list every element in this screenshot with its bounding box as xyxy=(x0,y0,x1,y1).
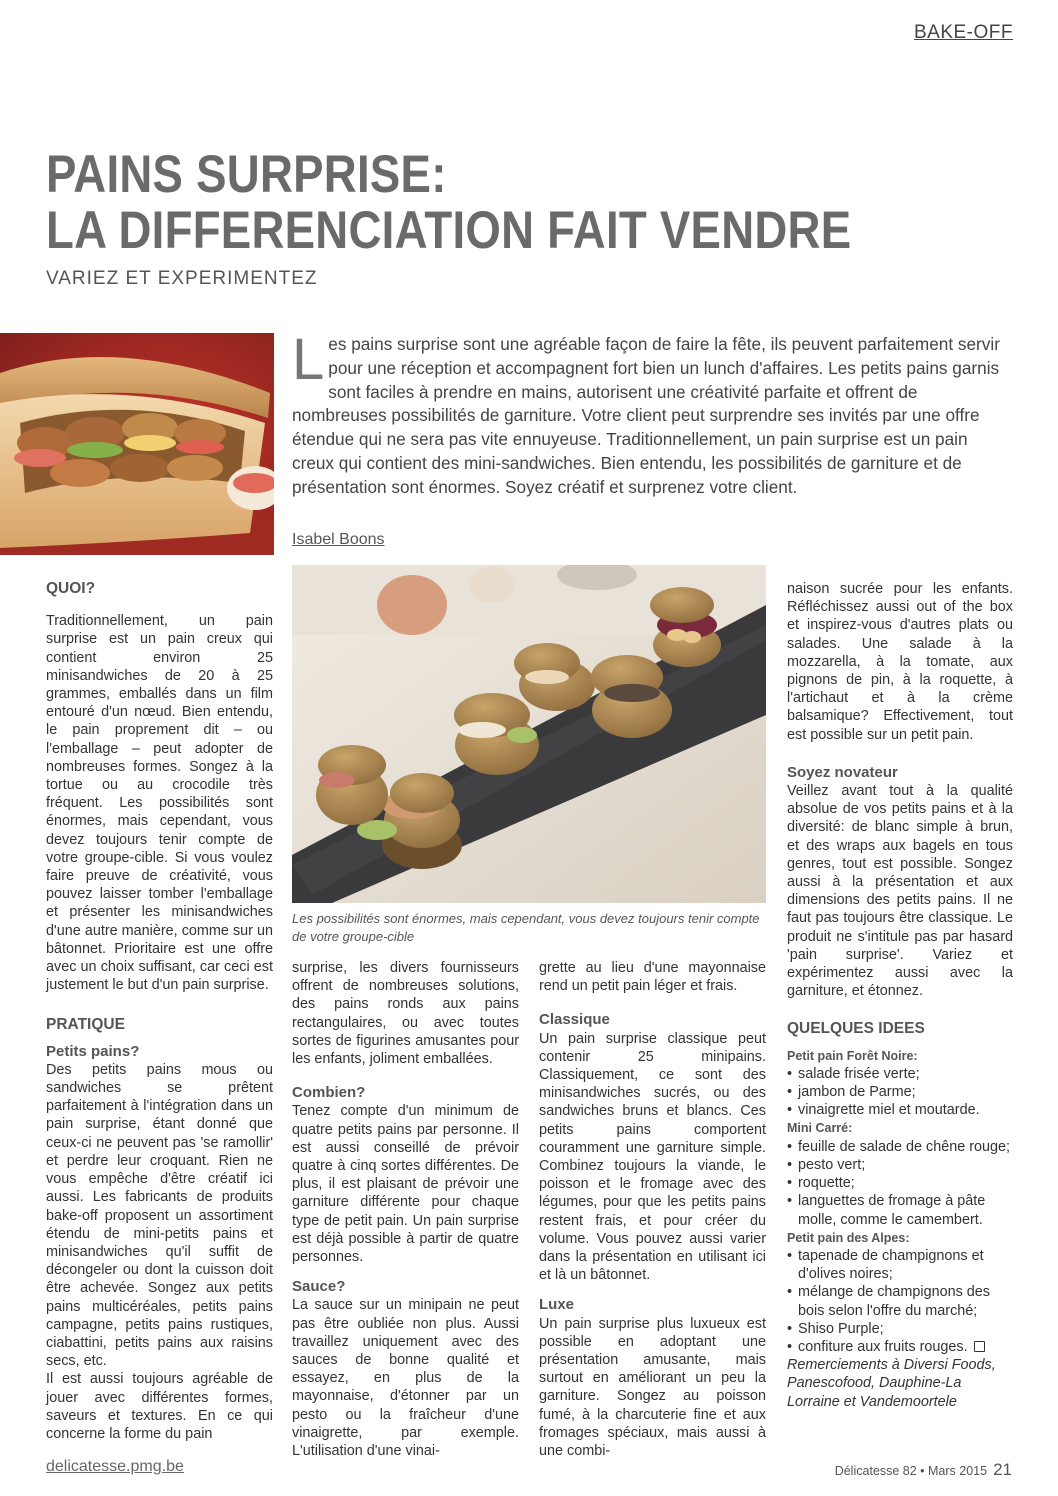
subtitle: VARIEZ ET EXPERIMENTEZ xyxy=(46,268,318,289)
end-square-icon xyxy=(974,1341,985,1352)
heading-quoi: QUOI? xyxy=(46,580,96,597)
ingredient: • tapenade de champignons et d'olives noires; xyxy=(787,1247,1013,1283)
column-4 xyxy=(787,580,1013,1423)
issue-label: Délicatesse 82 • Mars 2015 xyxy=(834,1464,988,1478)
recipe-name: Mini Carré: xyxy=(787,1121,853,1136)
ingredient: • salade frisée verte; xyxy=(787,1065,1013,1083)
ingredient: • Shiso Purple; xyxy=(787,1320,1013,1338)
recipe-alpes xyxy=(787,1229,1013,1356)
footer-issue xyxy=(835,1460,1012,1480)
combien-paragraph: Tenez compte d'un minimum de quatre petits pains par personne. Il est aussi conseillé de prévoir quatre à cinq sortes différentes. De plus, il est plaisant de prévoir une garniture différente pour chaque type de petit pain. Un pain surprise est déjà possible à partir de quatre personnes. xyxy=(292,1103,519,1266)
bread-photo xyxy=(0,333,274,555)
heading-luxe: Luxe xyxy=(539,1296,575,1314)
intro-dropcap: L xyxy=(292,327,325,392)
sandwiches-photo xyxy=(292,565,766,903)
col2-continuation: surprise, les divers fournisseurs offrent de nombreuses solutions, des pains ronds aux pains rectangulaires, ou avec toutes sortes de figurines amusantes pour les enfants, joliment emballées. xyxy=(292,960,519,1068)
ingredient: • mélange de champignons des bois selon l'offre du marché; xyxy=(787,1283,1013,1319)
col4-continuation: naison sucrée pour les enfants. Réfléchissez aussi out of the box et inspirez-vous d'autres plats ou salades. Une salade à la mozzarella, à la tomate, aux pignons de pin, à la roquette, à l'artichaut et à la crème balsamique? Effectivement, tout est possible sur un petit pain. xyxy=(787,581,1013,743)
heading-soyez-novateur: Soyez novateur xyxy=(787,763,898,781)
heading-quelques-idees: QUELQUES IDEES xyxy=(787,1020,925,1038)
ingredient: • pesto vert; xyxy=(787,1156,1013,1174)
thanks-note: Remerciements à Diversi Foods, Panescofood, Dauphine-La Lorraine et Vandemoortele xyxy=(787,1357,996,1410)
petits-pains-paragraph: Des petits pains mous ou sandwiches se prêtent parfaitement à l'intégration dans un pain surprise, étant donné que ceux-ci ne peuvent pas 'se ramollir' et perdre leur croquant. Rien ne vous empêche d'être créatif ici aussi. Les fabricants de produits bake-off proposent un assortiment étendu de mini-petits pains et minisandwiches qu'il suffit de décongeler ou dont la cuisson doit être achevée. Songez aux petits pains multicéréales, petits pains campagne, petits pains rustiques, ciabattini, petits pains aux raisins secs, etc. xyxy=(46,1061,273,1370)
quoi-paragraph: Traditionnellement, un pain surprise est un pain creux qui contient environ 25 minisandwiches de 20 à 25 grammes, emballés dans un film entouré d'un nœud. Bien entendu, le pain proprement dit – ou l'emballage – peut adopter de nombreuses formes. Songez à la tortue ou au crocodile très fréquent. Les possibilités sont énormes, mais cependant, vous devez toujours tenir compte de votre groupe-cible. Si vous voulez faire preuve de créativité, vous pouvez laisser tomber l'emballage et présenter les minisandwiches d'une autre manière, comme sur un bâtonnet. Prioritaire est une offre avec un choix suffisant, car ceci est justement le but d'un pain surprise. xyxy=(46,613,273,994)
column-2 xyxy=(292,959,519,1472)
ingredient: confiture aux fruits rouges. xyxy=(798,1338,968,1355)
heading-sauce: Sauce? xyxy=(292,1278,346,1296)
photo-caption: Les possibilités sont énormes, mais cependant, vous devez toujours tenir compte de votre groupe-cible xyxy=(292,911,760,944)
title-line-1: PAINS SURPRISE: xyxy=(46,145,447,204)
novateur-paragraph: Veillez avant tout à la qualité absolue de vos petits pains et à la diversité: de blanc simple à brun, et des wraps aux bagels en tous genres, tout est possible. Songez aussi à la présentation et aux dimensions des petits pains. Il ne faut pas toujours être classique. Le produit ne s'intitule pas par hasard 'pain surprise'. Variez et expérimentez aussi avec la garniture, et étonnez. xyxy=(787,783,1013,1000)
ingredient: • jambon de Parme; xyxy=(787,1083,1013,1101)
col3-continuation: grette au lieu d'une mayonnaise rend un petit pain léger et frais. xyxy=(539,960,766,995)
heading-combien: Combien? xyxy=(292,1084,366,1102)
recipe-mini-carre xyxy=(787,1119,1013,1228)
ingredient: • feuille de salade de chêne rouge; xyxy=(787,1138,1013,1156)
sauce-paragraph: La sauce sur un minipain ne peut pas être oubliée non plus. Aussi travaillez uniquement avec des sauces de bonne qualité et essayez, en plus de la mayonnaise, d'étonner par un pesto ou la fraîcheur d'une vinaigrette, par exemple. L'utilisation d'une vinai- xyxy=(292,1297,519,1460)
classique-paragraph: Un pain surprise classique peut contenir 25 minipains. Classiquement, ce sont des minisandwiches sucrés, ou des sandwiches bruns et blancs. Ces petits pains comportent couramment une garniture simple. Combinez toujours la viande, le poisson et le fromage avec des légumes, pour que les petits pains restent frais, et pour créer du volume. Vous pouvez aussi varier dans la présentation en utilisant ici et là un bâtonnet. xyxy=(539,1030,766,1284)
column-3 xyxy=(539,959,766,1472)
recipe-name: Petit pain des Alpes: xyxy=(787,1230,910,1245)
recipe-name: Petit pain Forêt Noire: xyxy=(787,1048,918,1063)
recipe-foret-noire xyxy=(787,1047,1013,1120)
ingredient: • vinaigrette miel et moutarde. xyxy=(787,1101,1013,1119)
intro-text: es pains surprise sont une agréable façon de faire la fête, ils peuvent parfaitement servir pour une réception et accompagnent fort bien un lunch d'affaires. Les petits pains garnis sont faciles à prendre en mains, autorisent une créativité parfaite et offrent de nombreuses possibilités de garniture. Votre client peut surprendre ses invités par une offre étendue qui ne sera pas vite ennuyeuse. Traditionnellement, un pain surprise est un pain creux qui contient des mini-sandwiches. Bien entendu, les possibilités de garniture et de présentation sont énormes. Soyez créatif et surprenez votre client. xyxy=(292,334,1000,497)
section-tag: BAKE-OFF xyxy=(913,22,1013,43)
ingredient-last xyxy=(787,1338,1013,1356)
heading-classique: Classique xyxy=(539,1011,610,1029)
page-number: 21 xyxy=(993,1460,1012,1479)
author-byline[interactable]: Isabel Boons xyxy=(292,531,385,548)
intro-paragraph xyxy=(292,327,1012,500)
ingredient: • languettes de fromage à pâte molle, comme le camembert. xyxy=(787,1192,1013,1228)
heading-pratique: PRATIQUE xyxy=(46,1016,125,1034)
luxe-paragraph: Un pain surprise plus luxueux est possible en adoptant une présentation amusante, mais surtout en améliorant un peu la garniture. Songez au poisson fumé, à la charcuterie fine et aux fromages spéciaux, mais aussi à une combi- xyxy=(539,1315,766,1460)
heading-petits-pains: Petits pains? xyxy=(46,1042,140,1060)
title-line-2: LA DIFFERENCIATION FAIT VENDRE xyxy=(46,201,852,260)
footer-website-link[interactable]: delicatesse.pmg.be xyxy=(46,1458,184,1475)
agreable-paragraph: Il est aussi toujours agréable de jouer avec différentes formes, saveurs et textures. En ce qui concerne la forme du pain xyxy=(46,1371,273,1442)
column-1 xyxy=(46,580,273,1455)
page-title xyxy=(46,147,872,259)
ingredient: • roquette; xyxy=(787,1174,1013,1192)
